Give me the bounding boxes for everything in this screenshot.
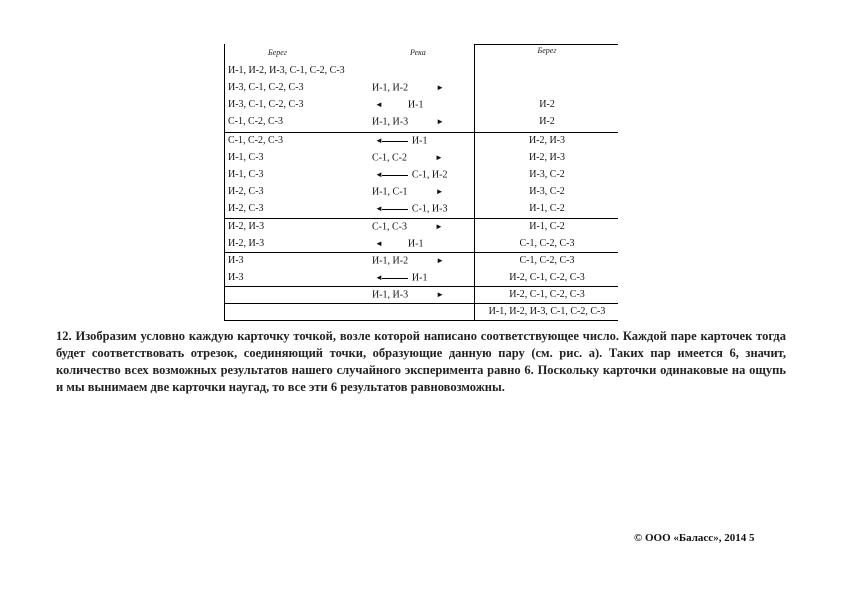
river-cell	[372, 134, 427, 148]
arrow-right-icon: ►	[436, 117, 445, 126]
right-bank-cell: И-1, С-2	[529, 203, 565, 214]
right-bank-cell: И-2	[539, 116, 555, 127]
arrow-left-icon: ◄	[375, 100, 383, 109]
river-cell	[372, 237, 423, 251]
group-separator	[224, 132, 618, 133]
crossing-table	[224, 44, 618, 320]
river-cell	[372, 202, 447, 216]
river-cell	[372, 254, 447, 268]
river-cell-text: И-1, И-2	[372, 255, 409, 267]
river-cell-text: С-1, С-3	[372, 221, 407, 233]
group-separator	[224, 218, 618, 219]
left-bank-cell: И-3, С-1, С-2, С-3	[228, 99, 304, 110]
left-bank-cell: И-2, И-3	[228, 221, 265, 232]
river-cell	[372, 81, 447, 95]
arrow-stem	[382, 278, 408, 279]
left-bank-cell: И-2, И-3	[228, 238, 265, 249]
arrow-left-icon: ◄	[375, 170, 383, 179]
table-divider	[474, 44, 475, 320]
river-cell-text: С-1, И-3	[411, 203, 448, 215]
group-separator	[224, 286, 618, 287]
arrow-stem	[382, 141, 408, 142]
arrow-right-icon: ►	[435, 153, 443, 162]
left-bank-cell: И-2, С-3	[228, 203, 264, 214]
arrow-right-icon: ►	[436, 290, 445, 299]
river-cell-text: И-1, С-1	[372, 186, 408, 198]
right-bank-cell: И-1, И-2, И-3, С-1, С-2, С-3	[488, 306, 606, 317]
arrow-right-icon: ►	[436, 83, 445, 92]
right-bank-cell: И-3, С-2	[529, 186, 565, 197]
arrow-right-icon: ►	[435, 187, 444, 196]
left-bank-cell: С-1, С-2, С-3	[228, 116, 283, 127]
solution-text: Изобразим условно каждую карточку точкой, возле которой написано соответствующее число. Каждой паре карточек тогда будет соответствовать отрезок, соединяющий точки, образующие данную пару (см. рис. а). Таких пар имеется 6, значит, количество всех возможных результатов нашего случайного эксперимента равно 6. Поскольку карточки одинаковые на ощупь и мы вынимаем две карточки наугад, то все эти 6 результатов равновозможны.	[56, 329, 786, 394]
left-bank-cell: И-3	[228, 255, 244, 266]
river-cell	[372, 185, 446, 199]
river-cell	[372, 271, 427, 285]
arrow-left-icon: ◄	[375, 204, 383, 213]
river-cell	[372, 115, 447, 129]
group-separator	[224, 303, 618, 304]
arrow-right-icon: ►	[435, 222, 443, 231]
river-cell-text: И-1	[407, 99, 424, 111]
river-cell	[372, 288, 447, 302]
right-bank-cell: И-2, С-1, С-2, С-3	[509, 289, 585, 300]
left-bank-cell: И-1, И-2, И-3, С-1, С-2, С-3	[228, 65, 345, 76]
left-bank-cell: С-1, С-2, С-3	[228, 135, 283, 146]
river-cell-text: С-1, С-2	[372, 152, 407, 164]
river-cell	[372, 168, 447, 182]
river-cell	[372, 220, 446, 234]
header-river: Река	[410, 48, 426, 57]
arrow-left-icon: ◄	[375, 273, 383, 282]
arrow-stem	[382, 175, 408, 176]
right-bank-cell: И-3, С-2	[529, 169, 565, 180]
left-bank-cell: И-3, С-1, С-2, С-3	[228, 82, 304, 93]
right-bank-cell: И-1, С-2	[529, 221, 565, 232]
left-bank-cell: И-1, С-3	[228, 169, 264, 180]
arrow-left-icon: ◄	[375, 136, 383, 145]
left-bank-cell: И-1, С-3	[228, 152, 264, 163]
arrow-right-icon: ►	[436, 256, 445, 265]
river-cell-text: И-1, И-2	[372, 82, 409, 94]
river-cell-text: С-1, И-2	[411, 169, 448, 181]
copyright-footer: © ООО «Баласс», 2014 5	[634, 532, 755, 544]
problem-number: 12.	[56, 329, 72, 343]
header-right-bank: Берег	[537, 46, 557, 55]
river-cell-text: И-1, И-3	[372, 116, 409, 128]
solution-paragraph	[56, 328, 786, 396]
right-bank-cell: С-1, С-2, С-3	[519, 255, 575, 266]
right-bank-cell: И-2	[539, 99, 555, 110]
right-bank-cell: И-2, И-3	[528, 152, 566, 163]
left-bank-cell: И-2, С-3	[228, 186, 264, 197]
river-cell	[372, 151, 446, 165]
header-left-bank: Берег	[268, 48, 287, 57]
arrow-stem	[382, 209, 408, 210]
right-bank-cell: И-2, С-1, С-2, С-3	[509, 272, 585, 283]
table-border-bottom	[224, 320, 618, 321]
left-bank-cell: И-3	[228, 272, 244, 283]
group-separator	[224, 252, 618, 253]
river-cell-text: И-1	[411, 272, 428, 284]
table-border-left	[224, 44, 225, 320]
river-cell-text: И-1, И-3	[372, 289, 409, 301]
right-bank-cell: С-1, С-2, С-3	[519, 238, 575, 249]
river-cell	[372, 98, 423, 112]
right-bank-cell: И-2, И-3	[528, 135, 566, 146]
river-cell-text: И-1	[411, 135, 428, 147]
river-cell-text: И-1	[407, 238, 424, 250]
arrow-left-icon: ◄	[375, 239, 383, 248]
